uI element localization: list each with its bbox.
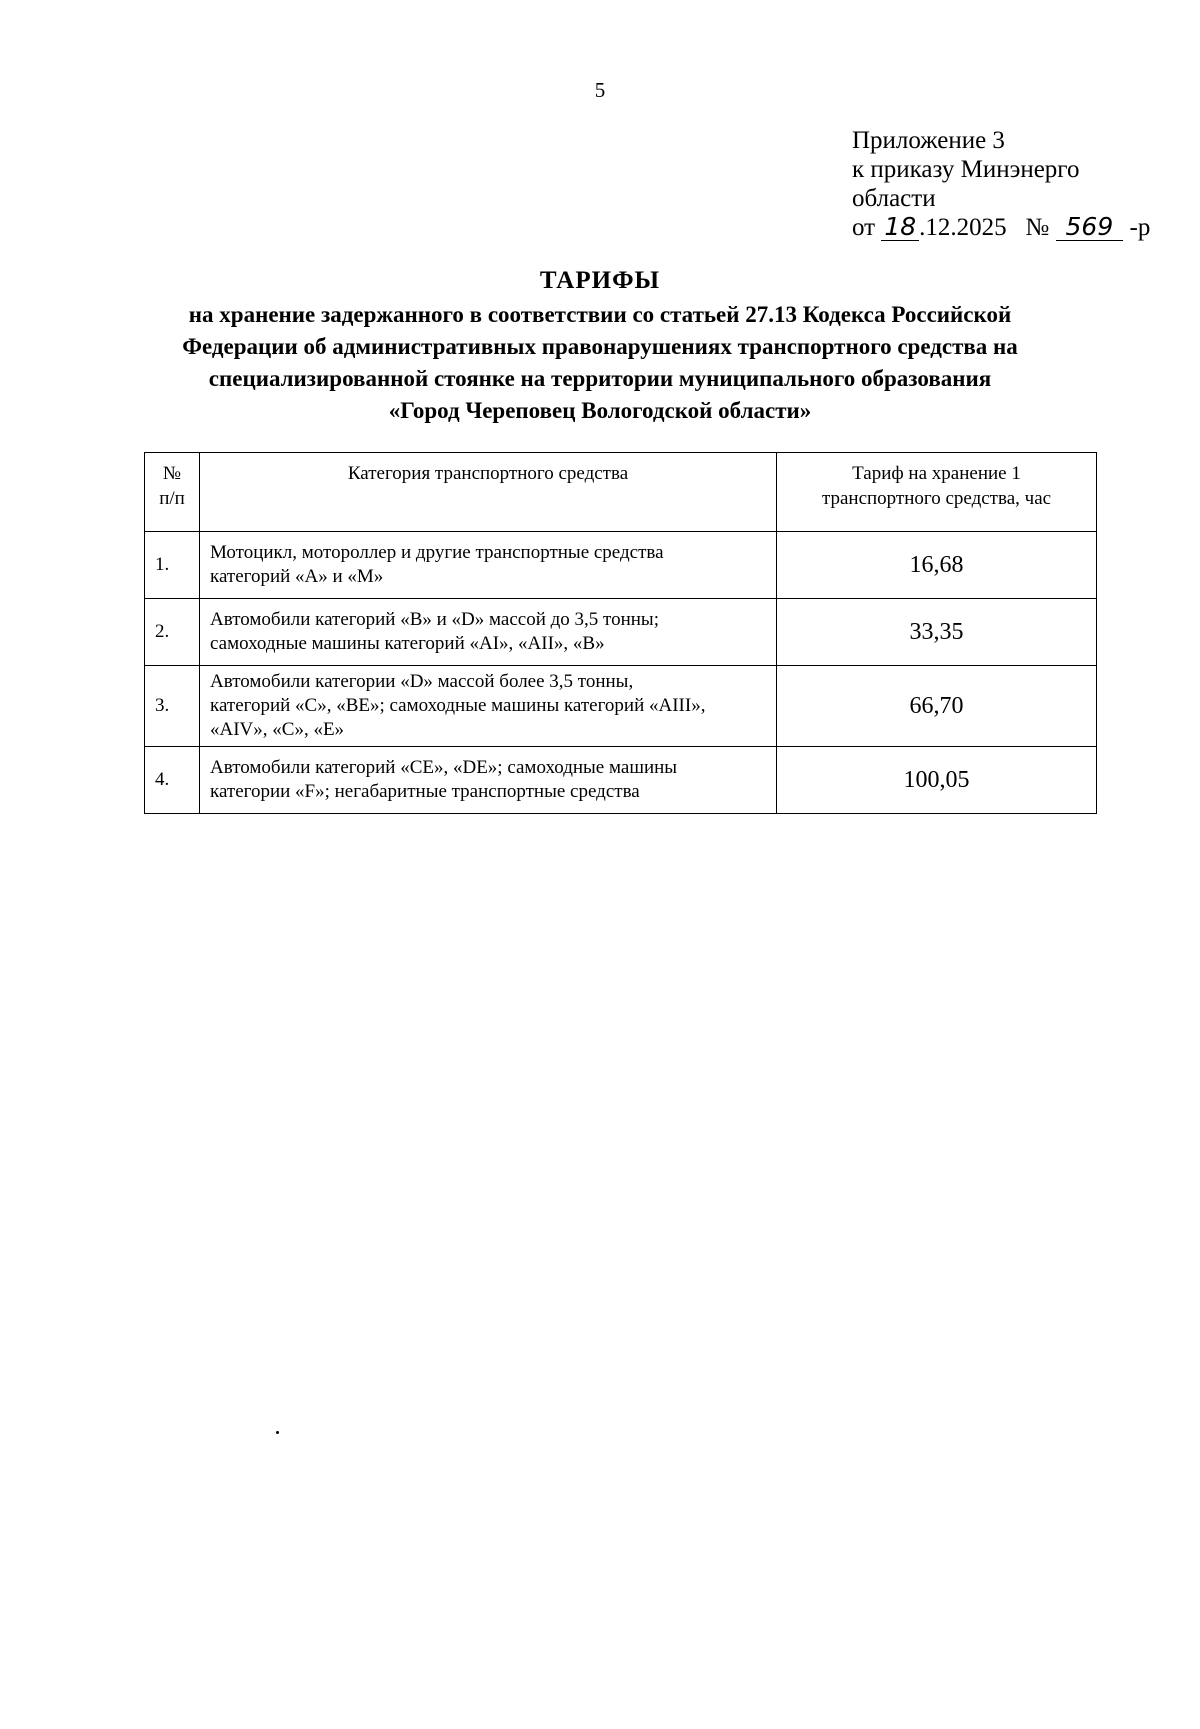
- appendix-date-line: [852, 213, 1150, 242]
- row-tariff: 16,68: [777, 532, 1097, 599]
- appendix-block: [852, 126, 1150, 242]
- document-title: [120, 266, 1080, 427]
- title-line: на хранение задержанного в соответствии со статьей 27.13 Кодекса Российской: [188, 302, 1012, 327]
- header-number: № п/п: [145, 453, 200, 532]
- number-suffix: -р: [1129, 214, 1151, 241]
- header-category: Категория транспортного средства: [200, 453, 777, 532]
- row-tariff: 66,70: [777, 666, 1097, 747]
- row-tariff: 100,05: [777, 747, 1097, 814]
- row-category: Автомобили категории «D» массой более 3,5 тонны, категорий «С», «ВЕ»; самоходные машины категорий «AIII», «AIV», «С», «Е»: [200, 666, 777, 747]
- page-number: 5: [594, 78, 606, 102]
- date-rest: .12.2025: [919, 214, 1007, 241]
- row-tariff: 33,35: [777, 599, 1097, 666]
- tariffs-table: [144, 452, 1097, 814]
- row-number: 3.: [145, 666, 200, 747]
- table-row: [145, 747, 1097, 814]
- number-prefix: №: [1025, 214, 1050, 241]
- handwritten-order-number: 569: [1056, 214, 1124, 241]
- row-number: 4.: [145, 747, 200, 814]
- title-line: специализированной стоянке на территории муниципального образования: [208, 366, 992, 391]
- row-category: Мотоцикл, мотороллер и другие транспортные средства категорий «А» и «М»: [200, 532, 777, 599]
- handwritten-date-day: 18: [881, 214, 919, 241]
- title-subtitle: [120, 299, 1080, 427]
- row-category: Автомобили категорий «В» и «D» массой до 3,5 тонны; самоходные машины категорий «AI», «AII», «В»: [200, 599, 777, 666]
- appendix-line: Приложение 3: [852, 127, 1005, 154]
- table-row: [145, 599, 1097, 666]
- scan-speck: [276, 1431, 279, 1434]
- appendix-line: к приказу Минэнерго: [852, 156, 1080, 183]
- row-number: 1.: [145, 532, 200, 599]
- title-line: Федерации об административных правонарушениях транспортного средства на: [182, 334, 1018, 359]
- date-prefix: от: [852, 214, 882, 241]
- title-main: ТАРИФЫ: [539, 267, 661, 294]
- header-tariff: Тариф на хранение 1 транспортного средства, час: [777, 453, 1097, 532]
- table-row: [145, 666, 1097, 747]
- row-category: Автомобили категорий «СЕ», «DЕ»; самоходные машины категории «F»; негабаритные транспортные средства: [200, 747, 777, 814]
- row-number: 2.: [145, 599, 200, 666]
- title-line: «Город Череповец Вологодской области»: [388, 398, 812, 423]
- table-header-row: [145, 453, 1097, 532]
- appendix-line: области: [852, 185, 936, 212]
- table-row: [145, 532, 1097, 599]
